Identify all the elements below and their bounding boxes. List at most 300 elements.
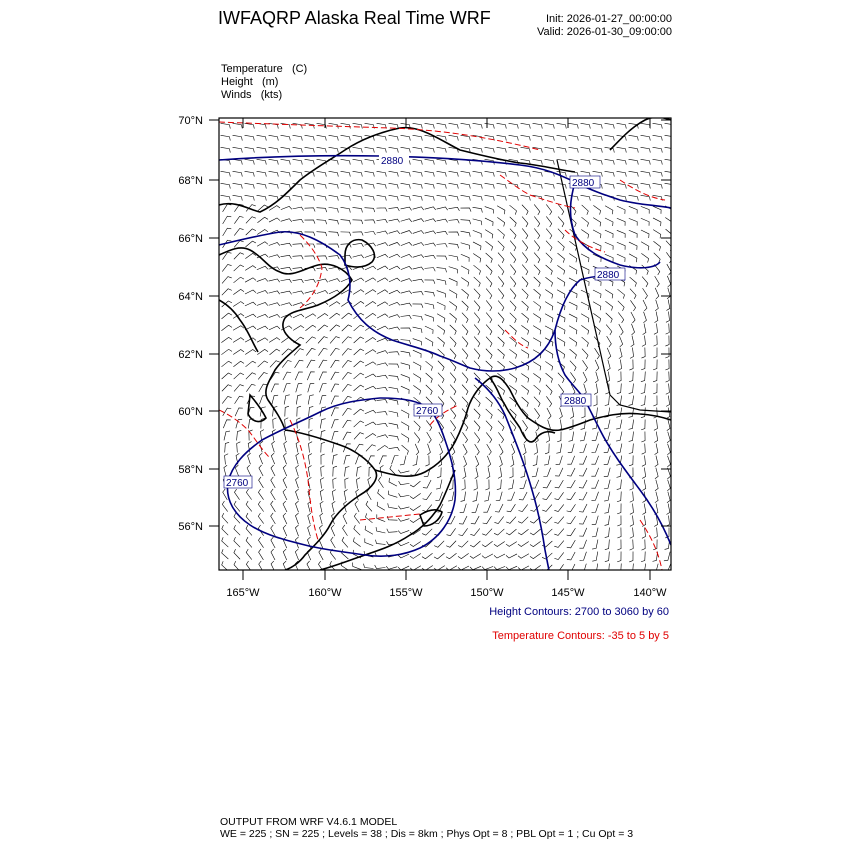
wind-barb <box>595 360 599 371</box>
wind-barb <box>653 384 657 394</box>
wind-barb <box>665 147 675 152</box>
wind-barb <box>475 444 480 455</box>
wind-barb <box>482 566 493 569</box>
lon-label: 165°W <box>226 587 260 599</box>
wind-barb <box>221 195 231 200</box>
wind-barb <box>389 423 398 429</box>
wind-barb <box>629 552 633 562</box>
wind-barb <box>545 314 553 322</box>
wind-barb <box>342 337 352 344</box>
wind-barb <box>281 243 292 246</box>
wind-barb <box>580 552 587 561</box>
wind-barb <box>233 147 243 152</box>
wind-barb <box>329 302 340 307</box>
wind-barb <box>437 291 446 298</box>
wind-barb <box>605 516 610 526</box>
wind-barb <box>318 325 328 331</box>
wind-barb <box>410 541 421 546</box>
wind-barb <box>285 406 289 416</box>
wind-barb <box>305 183 315 188</box>
wind-barb <box>331 408 338 416</box>
wind-barb <box>258 489 263 500</box>
wind-barb <box>463 468 466 479</box>
wind-barb <box>472 504 479 513</box>
wind-barb <box>447 528 456 535</box>
wind-barb <box>377 219 388 223</box>
wind-barb <box>486 409 493 419</box>
wind-barb <box>567 492 576 500</box>
wind-barb <box>363 564 373 569</box>
wind-barb <box>389 207 400 211</box>
wind-barb <box>533 338 541 347</box>
wind-barb <box>272 441 275 452</box>
wind-barb <box>353 135 363 140</box>
wind-barb <box>665 217 672 226</box>
wind-barb <box>557 135 567 140</box>
wind-barb <box>222 513 228 523</box>
wind-barb <box>533 313 540 322</box>
wind-barb <box>643 288 648 299</box>
wind-barb <box>667 420 670 431</box>
wind-barb <box>509 183 519 188</box>
wind-barb <box>317 135 327 140</box>
wind-barb <box>618 360 622 371</box>
wind-barb <box>497 217 504 226</box>
wind-barb <box>667 456 670 467</box>
wind-barb <box>569 123 579 128</box>
wind-barb <box>342 360 351 367</box>
wind-barb <box>474 349 480 359</box>
wind-barb <box>329 256 340 260</box>
lon-label: 160°W <box>308 587 342 599</box>
wind-barb <box>511 444 514 455</box>
wind-barb <box>258 361 268 367</box>
wind-barb <box>353 537 360 546</box>
wind-barb <box>666 300 669 311</box>
wind-barb <box>542 529 552 535</box>
wind-barb <box>365 410 376 413</box>
wind-barb <box>593 290 601 298</box>
wind-barb <box>258 537 263 548</box>
wind-barb <box>510 325 517 335</box>
wind-barb <box>629 147 639 152</box>
wind-barb <box>449 301 456 310</box>
wind-barb <box>450 408 456 418</box>
lat-label: 60°N <box>178 406 203 418</box>
wind-barb <box>437 219 448 222</box>
valid-time: Valid: 2026-01-30_09:00:00 <box>537 26 672 38</box>
wind-barb <box>667 480 670 491</box>
wind-barb <box>423 480 431 488</box>
wind-barb <box>246 373 256 379</box>
wind-barb <box>342 372 351 379</box>
wind-barb <box>365 220 376 224</box>
wind-barb <box>401 386 409 394</box>
wind-barb <box>545 123 555 128</box>
wind-barb <box>257 266 268 269</box>
wind-barb <box>259 549 264 560</box>
wind-barb <box>257 314 268 317</box>
wind-barb <box>426 373 433 383</box>
map-title: IWFAQRP Alaska Real Time WRF <box>218 8 491 28</box>
wind-barb <box>269 326 280 330</box>
wind-barb <box>377 363 388 366</box>
wind-barb <box>365 159 375 164</box>
wind-barb <box>377 400 388 404</box>
wind-barb <box>617 206 625 214</box>
wind-barb <box>665 135 675 140</box>
wind-barb <box>522 301 529 311</box>
wind-barb <box>389 231 400 234</box>
wind-barb <box>554 504 563 511</box>
wind-barb <box>604 420 610 429</box>
wind-barb <box>521 373 528 382</box>
wind-barb <box>354 409 364 415</box>
wind-barb <box>317 279 328 282</box>
wind-barb <box>570 361 576 371</box>
wind-barb <box>461 135 471 140</box>
wind-barb <box>617 516 621 526</box>
wind-barb <box>557 265 564 274</box>
wind-barb <box>507 504 516 512</box>
wind-barb <box>365 195 375 200</box>
wind-barb <box>389 364 399 368</box>
wind-barb <box>449 290 457 298</box>
wind-barb <box>509 205 516 214</box>
wind-barb <box>545 159 555 164</box>
wind-barb <box>305 123 315 128</box>
wind-barb <box>305 159 315 164</box>
wind-barb <box>437 123 447 128</box>
wind-barb <box>558 373 564 383</box>
wind-barb <box>510 313 516 323</box>
wind-barb <box>342 549 349 559</box>
wind-barb <box>377 147 387 152</box>
wind-barb <box>437 183 447 188</box>
contour-label: 2760 <box>416 406 439 417</box>
wind-barb <box>462 301 468 311</box>
wind-barb <box>389 387 399 392</box>
wind-barb <box>245 147 255 152</box>
wind-barb <box>629 396 634 406</box>
wind-barb <box>605 206 613 214</box>
wind-barb <box>462 349 468 359</box>
wind-barb <box>389 278 400 282</box>
wind-barb <box>332 490 335 501</box>
wind-barb <box>559 408 562 419</box>
wind-barb <box>308 465 311 476</box>
wind-barb <box>283 453 286 464</box>
wind-barb <box>221 183 231 188</box>
wind-barb <box>641 408 645 418</box>
wind-barb <box>534 277 541 287</box>
wind-barb <box>257 159 267 164</box>
wind-barb <box>545 277 552 286</box>
wind-barb <box>246 501 252 511</box>
wind-barb <box>494 516 503 523</box>
wind-barb <box>474 289 480 299</box>
wind-barb <box>271 513 276 524</box>
wind-barb <box>377 195 387 200</box>
wind-barb <box>245 278 256 282</box>
wind-barb <box>354 385 364 391</box>
wind-barb <box>401 219 412 222</box>
wind-barb <box>413 374 421 383</box>
wind-barb <box>605 171 615 176</box>
map-frame <box>219 118 671 570</box>
wind-barb <box>486 313 492 323</box>
wind-barb <box>653 135 663 140</box>
wind-barb <box>426 385 432 395</box>
wind-barb <box>569 159 579 164</box>
wind-barb <box>593 242 601 250</box>
contour-label: 2880 <box>381 156 404 167</box>
wind-barb <box>521 123 531 128</box>
wind-barb <box>389 399 398 405</box>
wind-barb <box>532 468 538 477</box>
wind-barb <box>389 315 400 318</box>
wind-barb <box>357 478 361 489</box>
wind-barb <box>329 147 339 152</box>
wind-barb <box>617 254 625 262</box>
wind-barb <box>389 183 399 188</box>
lat-label: 58°N <box>178 464 203 476</box>
wind-barb <box>555 480 564 488</box>
wind-barb <box>534 289 541 299</box>
wind-barb <box>225 454 229 465</box>
wind-barb <box>223 228 232 236</box>
wind-barb <box>258 513 263 524</box>
wind-barb <box>461 220 471 224</box>
wind-barb <box>353 255 364 258</box>
wind-barb <box>545 147 555 152</box>
wind-barb <box>510 241 516 251</box>
wind-barb <box>413 255 424 258</box>
wind-barb <box>296 465 299 476</box>
wind-barb <box>319 360 327 368</box>
wind-barb <box>557 432 561 442</box>
wind-barb <box>377 314 388 318</box>
wind-barb <box>617 480 622 490</box>
wind-barb <box>557 183 567 188</box>
wind-barb <box>555 492 564 499</box>
wind-barb <box>666 384 670 395</box>
wind-barb <box>246 489 251 500</box>
wind-barb <box>425 280 435 284</box>
wind-barb <box>246 241 256 247</box>
wind-barb <box>653 396 657 407</box>
wind-barb <box>485 183 495 188</box>
wind-barb <box>377 375 388 378</box>
wind-barb <box>329 207 339 212</box>
wind-barb <box>533 326 541 335</box>
wind-barb <box>474 337 480 347</box>
wind-barb <box>631 336 634 347</box>
wind-barb <box>506 542 517 547</box>
model-version: OUTPUT FROM WRF V4.6.1 MODEL <box>220 816 398 828</box>
wind-barb <box>354 325 364 331</box>
wind-barb <box>570 372 575 383</box>
wind-barb <box>591 480 598 488</box>
wind-barb <box>341 171 351 176</box>
wind-barb <box>293 147 303 152</box>
wind-barb <box>233 183 243 188</box>
wind-barb <box>437 147 447 152</box>
wind-barb <box>617 528 621 539</box>
wind-barb <box>450 420 455 431</box>
wind-barb <box>389 219 400 222</box>
wind-barb <box>366 501 372 511</box>
wind-barb <box>617 230 625 237</box>
wind-barb <box>581 325 588 334</box>
wind-barb <box>389 266 400 270</box>
wind-barb <box>271 537 275 548</box>
wind-barb <box>617 384 621 394</box>
wind-barb <box>449 267 458 274</box>
wind-barb <box>366 445 376 452</box>
wind-barb <box>533 301 540 310</box>
wind-barb <box>665 171 675 176</box>
longitude-labels <box>226 587 667 599</box>
wind-barb <box>654 528 658 539</box>
wind-barb <box>446 541 456 548</box>
wind-barb <box>245 314 256 318</box>
wind-barb <box>257 242 268 246</box>
wind-barb <box>246 537 252 547</box>
wind-barb <box>353 301 364 306</box>
wind-barb <box>567 540 576 548</box>
wind-barb <box>413 327 422 333</box>
wind-barb <box>630 516 634 527</box>
wind-barb <box>377 338 388 341</box>
wind-barb <box>354 361 364 367</box>
wind-barb <box>413 159 423 164</box>
wind-barb <box>365 362 376 366</box>
wind-barb <box>425 243 436 246</box>
wind-barb <box>604 480 610 489</box>
wind-barb <box>616 408 622 418</box>
wind-barb <box>534 240 540 251</box>
wind-barb <box>641 384 646 394</box>
wind-barb <box>554 541 564 548</box>
wind-barb <box>246 229 256 235</box>
wind-barb <box>425 183 435 188</box>
wind-barb <box>318 348 327 355</box>
wind-barb <box>498 288 504 299</box>
wind-barb <box>554 529 564 536</box>
wind-barb <box>655 456 658 467</box>
wind-barb <box>534 204 540 214</box>
wind-barb <box>449 232 459 236</box>
wind-barb <box>617 183 627 188</box>
wind-barb <box>413 243 424 246</box>
wind-barb <box>319 525 322 536</box>
wind-barb <box>233 171 243 176</box>
wind-barb <box>483 504 490 512</box>
wind-barb <box>593 159 603 164</box>
wind-barb <box>605 540 610 550</box>
wind-barb <box>376 527 385 533</box>
wind-barb <box>497 206 505 214</box>
wind-barb <box>486 337 492 347</box>
wind-barb <box>330 337 340 344</box>
wind-barb <box>567 480 576 488</box>
wind-barb <box>257 326 268 330</box>
wind-barb <box>470 554 481 559</box>
wind-barb <box>643 324 646 335</box>
wind-barb <box>375 540 385 545</box>
wind-barb <box>510 217 517 227</box>
wind-barb <box>593 218 601 227</box>
wind-barb <box>555 468 563 476</box>
lat-label: 70°N <box>178 115 203 127</box>
wind-barb <box>580 432 586 441</box>
wind-barb <box>437 159 447 164</box>
wind-barb <box>437 314 445 323</box>
wind-barb <box>415 444 419 455</box>
wind-barb <box>354 337 364 343</box>
wind-barb <box>342 349 352 356</box>
wind-barb <box>521 183 531 188</box>
wind-barb <box>486 265 492 275</box>
wind-barb <box>320 513 323 524</box>
wind-barb <box>641 552 645 562</box>
wind-barb <box>438 385 444 395</box>
wind-barb <box>422 553 433 558</box>
wind-barb <box>413 350 421 358</box>
wind-barb <box>642 504 645 515</box>
wind-barb <box>233 350 244 355</box>
wind-barb <box>497 480 501 490</box>
wind-barb <box>223 216 232 224</box>
wind-barb <box>332 455 337 465</box>
wind-barb <box>652 564 658 573</box>
wind-barb <box>257 217 268 222</box>
wind-barb <box>365 538 373 545</box>
wind-barb <box>534 397 540 407</box>
wind-barb <box>665 123 675 128</box>
wind-barb <box>321 454 325 464</box>
wind-barb <box>317 171 327 176</box>
wind-barb <box>653 147 663 152</box>
wind-barb <box>569 420 573 430</box>
wind-barb <box>570 349 577 359</box>
wind-barb <box>401 303 412 306</box>
wind-barb <box>543 468 550 476</box>
wind-barb <box>655 300 658 311</box>
wind-barb <box>305 256 316 260</box>
wind-barb <box>533 362 541 371</box>
wind-barb <box>341 220 351 225</box>
wind-barb <box>434 541 444 547</box>
wind-barb <box>642 277 648 287</box>
model-config: WE = 225 ; SN = 225 ; Levels = 38 ; Dis = 8km ; Phys Opt = 8 ; PBL Opt = 1 ; Cu Opt = 3 <box>220 828 634 840</box>
wind-barb <box>655 312 658 323</box>
wind-barb <box>667 432 670 443</box>
wind-barb <box>401 351 411 357</box>
wind-barb <box>641 432 645 443</box>
wind-barb <box>604 456 611 465</box>
wind-barb <box>485 195 495 200</box>
wind-barb <box>546 204 551 215</box>
wind-barb <box>246 549 252 560</box>
wind-barb <box>581 302 589 310</box>
wind-barb <box>365 301 376 306</box>
wind-barb <box>666 396 669 407</box>
wind-barb <box>450 385 456 395</box>
wind-barb <box>296 383 302 392</box>
wind-barb <box>283 525 287 536</box>
